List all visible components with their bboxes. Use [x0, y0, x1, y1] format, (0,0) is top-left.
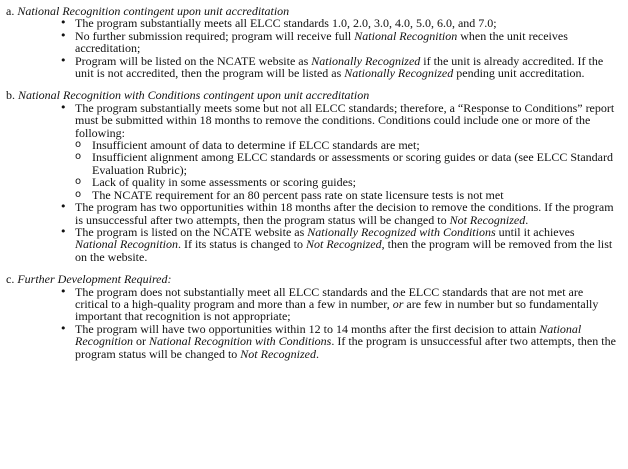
list-item [75, 226, 618, 263]
text-run: . If its status is changed to [178, 237, 306, 252]
text-run: pending unit accreditation. [453, 66, 585, 81]
text-run: Program will be listed on the NCATE website as [75, 53, 312, 68]
emphasis-text: Nationally Recognized with Conditions [307, 224, 496, 239]
text-run: The program substantially meets all ELCC standards 1.0, 2.0, 3.0, 4.0, 5.0, 6.0, and 7.0; [75, 16, 497, 31]
section-a [6, 5, 618, 79]
list-item [75, 286, 618, 323]
emphasis-text: National Recognition with Conditions [148, 334, 332, 349]
emphasis-text: or [392, 296, 404, 311]
condition-item: o Insufficient amount of data to determine if ELCC standards are met; [92, 139, 618, 151]
text-run: are few in number but so fundamentally important that recognition is not appropriate; [75, 296, 599, 324]
text-run: The program has two opportunities within 18 months after the decision to remove the conditions. If the program is unsuccessful after two attempts, then the program status will be changed to [75, 200, 614, 227]
text-run: The program is listed on the NCATE website as [75, 224, 308, 239]
text-run: The program does not substantially meet all ELCC standards and the ELCC standards that are not met are critical to a high-quality program and more than a few in number, [75, 284, 584, 311]
section-b [6, 89, 618, 263]
emphasis-text: Nationally Recognized [344, 66, 454, 81]
section-title: National Recognition contingent upon unit accreditation [17, 4, 290, 18]
list-item-text [75, 101, 614, 140]
text-run: when the unit receives accreditation; [75, 28, 568, 56]
text-run: . [525, 212, 529, 227]
text-run: if the unit is already accredited. If the unit is not accredited, then the program will be listed as [75, 53, 604, 81]
bullet-list [6, 102, 618, 263]
condition-item: o Lack of quality in some assessments or scoring guides; [92, 176, 618, 188]
condition-item: o Insufficient alignment among ELCC standards or assessments or scoring guides or data (see ELCC Standard Evaluation Rubric); [92, 151, 618, 176]
section-letter: a. [6, 4, 15, 18]
emphasis-text: Not Recognized [240, 346, 316, 361]
list-item [75, 201, 618, 226]
list-item [75, 55, 618, 80]
emphasis-text: Not Recognized [449, 212, 526, 227]
section-title: Further Development Required: [17, 272, 172, 287]
text-run: No further submission required; program will receive full [75, 28, 355, 43]
text-run: or [132, 334, 149, 349]
list-item [75, 30, 618, 55]
list-item [75, 323, 618, 360]
text-run: The program substantially meets some but not all ELCC standards; therefore, a “Response to Conditions” report must be submitted within 18 months to remove the conditions. Conditions could include one or more of the following: [75, 100, 615, 140]
emphasis-text: Not Recognized [305, 237, 382, 252]
section-c [6, 273, 618, 360]
condition-list [75, 139, 618, 201]
text-run: until it achieves [495, 224, 575, 239]
list-item [75, 102, 618, 201]
text-run: The program will have two opportunities within 12 to 14 months after the first decision to attain [75, 321, 540, 336]
emphasis-text: Nationally Recognized [311, 53, 421, 68]
section-title: National Recognition with Conditions contingent upon unit accreditation [18, 88, 370, 103]
section-letter: b. [6, 88, 15, 103]
text-run: , then the program will be removed from the list on the website. [75, 237, 613, 264]
text-run: . If the program is unsuccessful after two attempts, then the program status will be changed to [75, 334, 616, 361]
emphasis-text: National Recognition [354, 28, 458, 43]
condition-item: o The NCATE requirement for an 80 percent pass rate on state licensure tests is not met [92, 189, 618, 201]
section-letter: c. [6, 272, 15, 287]
emphasis-text: National Recognition [75, 237, 178, 252]
bullet-list [6, 286, 618, 360]
bullet-list [6, 17, 618, 79]
text-run: . [315, 346, 319, 361]
emphasis-text: National Recognition [75, 321, 582, 349]
